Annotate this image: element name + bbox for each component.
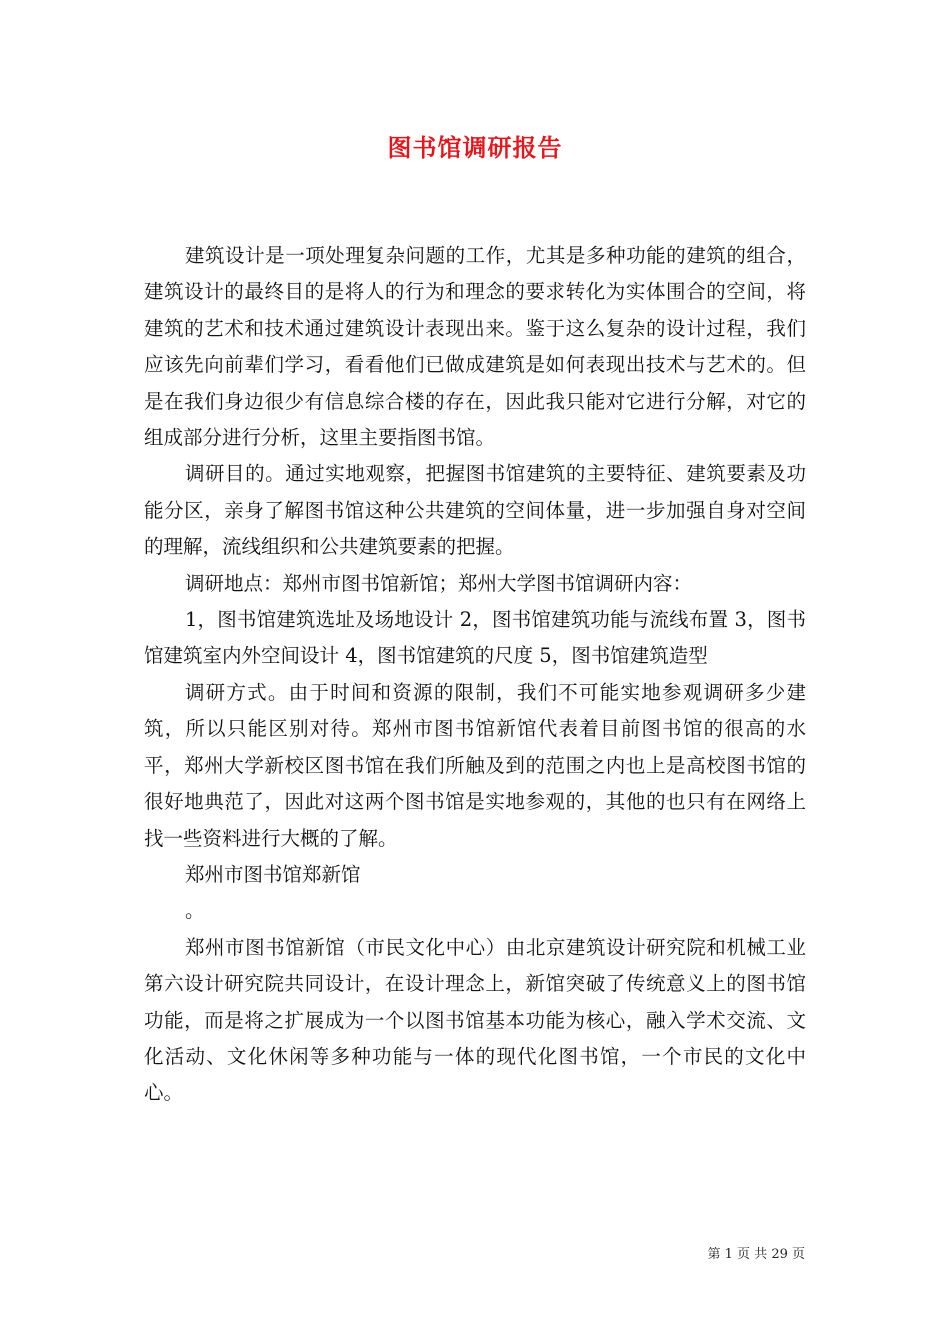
paragraph-intro: 建筑设计是一项处理复杂问题的工作，尤其是多种功能的建筑的组合，建筑设计的最终目的是将人的行为和理念的要求转化为实体围合的空间，将建筑的艺术和技术通过建筑设计表现出来。鉴于这么复杂的设计过程，我们应该先向前辈们学习，看看他们已做成建筑是如何表现出技术与艺术的。但是在我们身边很少有信息综合楼的存在，因此我只能对它进行分解，对它的组成部分进行分析，这里主要指图书馆。 bbox=[144, 244, 806, 450]
paragraph-subheading: 郑州市图书馆郑新馆 bbox=[184, 862, 361, 886]
paragraph-new-library: 郑州市图书馆新馆（市民文化中心）由北京建筑设计研究院和机械工业第六设计研究院共同设计，在设计理念上，新馆突破了传统意义上的图书馆功能，而是将之扩展成为一个以图书馆基本功能为核心，融入学术交流、文化活动、文化休闲等多种功能与一体的现代化图书馆，一个市民的文化中心。 bbox=[144, 935, 806, 1105]
page-number-footer: 第 1 页 共 29 页 bbox=[707, 1247, 805, 1262]
paragraph-method: 调研方式。由于时间和资源的限制，我们不可能实地参观调研多少建筑，所以只能区别对待。郑州市图书馆新馆代表着目前图书馆的很高的水平，郑州大学新校区图书馆在我们所触及到的范围之内也上是高校图书馆的很好地典范了，因此对这两个图书馆是实地参观的，其他的也只有在网络上找一些资料进行大概的了解。 bbox=[144, 680, 806, 850]
paragraph-purpose: 调研目的。通过实地观察，把握图书馆建筑的主要特征、建筑要素及功能分区，亲身了解图书馆这种公共建筑的空间体量，进一步加强自身对空间的理解，流线组织和公共建筑要素的把握。 bbox=[144, 462, 806, 559]
document-body bbox=[144, 238, 806, 1112]
paragraph-content-list: 1，图书馆建筑选址及场地设计 2，图书馆建筑功能与流线布置 3，图书馆建筑室内外空间设计 4，图书馆建筑的尺度 5，图书馆建筑造型 bbox=[144, 608, 806, 668]
paragraph-period: 。 bbox=[184, 899, 205, 923]
paragraph-location: 调研地点：郑州市图书馆新馆；郑州大学图书馆调研内容： bbox=[184, 571, 692, 595]
document-title: 图书馆调研报告 bbox=[387, 133, 563, 162]
